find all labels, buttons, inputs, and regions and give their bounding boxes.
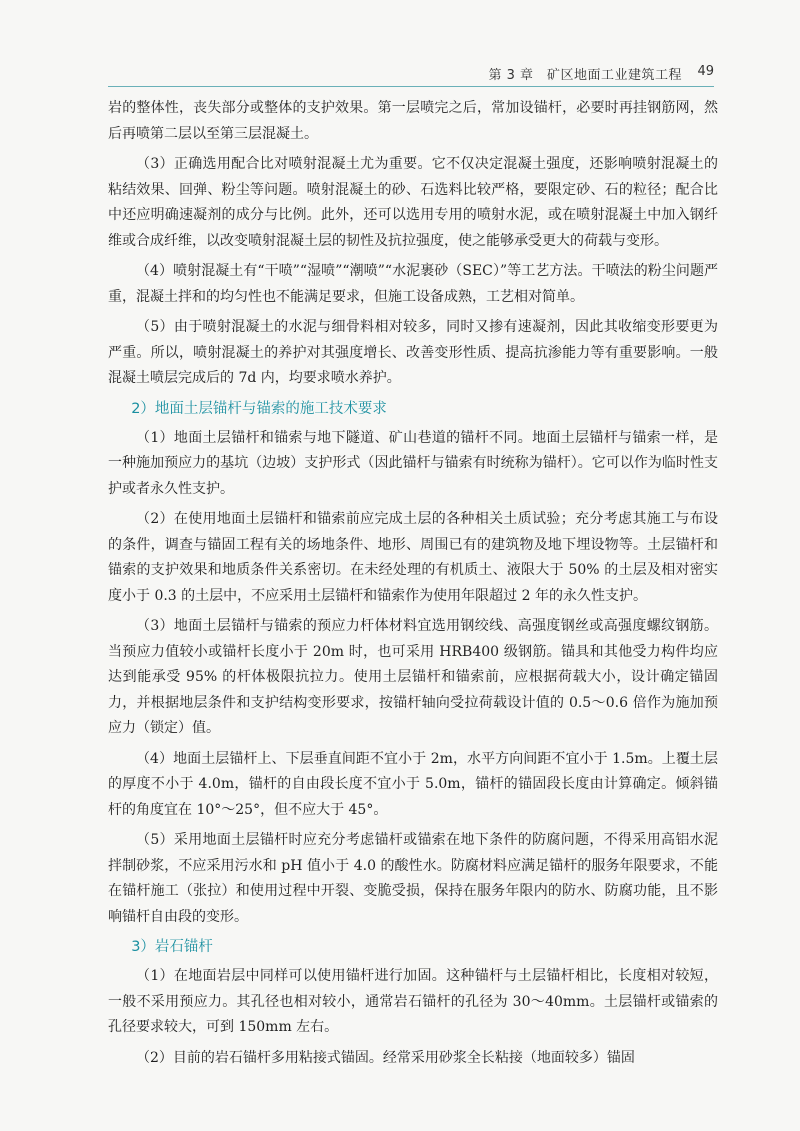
section-heading: 3）岩石锚杆 xyxy=(131,939,213,955)
paragraph: （3）正确选用配合比对喷射混凝土尤为重要。它不仅决定混凝土强度，还影响喷射混凝土的粘结效果、回弹、粉尘等问题。喷射混凝土的砂、石选料比较严格，要限定砂、石的粒径；配合比中还应明确速凝剂的成分与比例。此外，还可以选用专用的喷射水泥，或在喷射混凝土中加入钢纤维或合成纤维，以改变喷射混凝土层的韧性及抗拉强度，使之能够承受更大的荷载与变形。 xyxy=(108,156,718,249)
paragraph: （5）采用地面土层锚杆时应充分考虑锚杆或锚索在地下条件的防腐问题，不得采用高铝水泥拌制砂浆，不应采用污水和 pH 值小于 4.0 的酸性水。防腐材料应满足锚杆的服务年限要求，不能在锚杆施工（张拉）和使用过程中开裂、变脆受损，保持在服务年限内的防水、防腐功能，且不影响锚杆自由段的变形。 xyxy=(108,832,718,925)
chapter-title: 第 3 章 矿区地面工业建筑工程 xyxy=(488,68,682,83)
paragraph: （1）地面土层锚杆和锚索与地下隧道、矿山巷道的锚杆不同。地面土层锚杆与锚索一样，是一种施加预应力的基坑（边坡）支护形式（因此锚杆与锚索有时统称为锚杆）。它可以作为临时性支护或者永久性支护。 xyxy=(108,429,718,497)
paragraph: （4）喷射混凝土有“干喷”“湿喷”“潮喷”“水泥裹砂（SEC）”等工艺方法。干喷法的粉尘问题严重，混凝土拌和的均匀性也不能满足要求，但施工设备成熟，工艺相对简单。 xyxy=(108,263,718,305)
paragraph: （4）地面土层锚杆上、下层垂直间距不宜小于 2m，水平方向间距不宜小于 1.5m。上覆土层的厚度不小于 4.0m，锚杆的自由段长度不宜小于 5.0m，锚杆的锚固段长度由计算确定。倾斜锚杆的角度宜在 10°～25°，但不应大于 45°。 xyxy=(108,750,718,818)
paragraph: 岩的整体性，丧失部分或整体的支护效果。第一层喷完之后，常加设锚杆，必要时再挂钢筋网，然后再喷第二层以至第三层混凝土。 xyxy=(108,100,718,142)
paragraph: （3）地面土层锚杆与锚索的预应力杆体材料宜选用钢绞线、高强度钢丝或高强度螺纹钢筋。当预应力值较小或锚杆长度小于 20m 时，也可采用 HRB400 级钢筋。锚具和其他受力构件均应达到能承受 95% 的杆体极限抗拉力。使用土层锚杆和锚索前，应根据荷载大小，设计确定锚固力，并根据地层条件和支护结构变形要求，按锚杆轴向受拉荷载设计值的 0.5～0.6 倍作为施加预应力（锁定）值。 xyxy=(108,618,718,736)
header-divider xyxy=(108,86,714,87)
running-header xyxy=(0,58,800,88)
paragraph: （1）在地面岩层中同样可以使用锚杆进行加固。这种锚杆与土层锚杆相比，长度相对较短，一般不采用预应力。其孔径也相对较小，通常岩石锚杆的孔径为 30～40mm。土层锚杆或锚索的孔径要求较大，可到 150mm 左右。 xyxy=(108,968,718,1035)
page-number: 49 xyxy=(697,64,714,79)
paragraph: （2）目前的岩石锚杆多用粘接式锚固。经常采用砂浆全长粘接（地面较多）锚固 xyxy=(136,1049,635,1066)
paragraph: （2）在使用地面土层锚杆和锚索前应完成土层的各种相关土质试验；充分考虑其施工与布设的条件，调查与锚固工程有关的场地条件、地形、周围已有的建筑物及地下埋设物等。土层锚杆和锚索的支护效果和地质条件关系密切。在未经处理的有机质土、液限大于 50% 的土层及相对密实度小于 0.3 的土层中，不应采用土层锚杆和锚索作为使用年限超过 2 年的永久性支护。 xyxy=(108,511,718,604)
paragraph: （5）由于喷射混凝土的水泥与细骨料相对较多，同时又掺有速凝剂，因此其收缩变形要更为严重。所以，喷射混凝土的养护对其强度增长、改善变形性质、提高抗渗能力等有重要影响。一般混凝土喷层完成后的 7d 内，均要求喷水养护。 xyxy=(108,319,718,386)
section-heading: 2）地面土层锚杆与锚索的施工技术要求 xyxy=(131,400,387,417)
page-body xyxy=(108,96,718,1076)
